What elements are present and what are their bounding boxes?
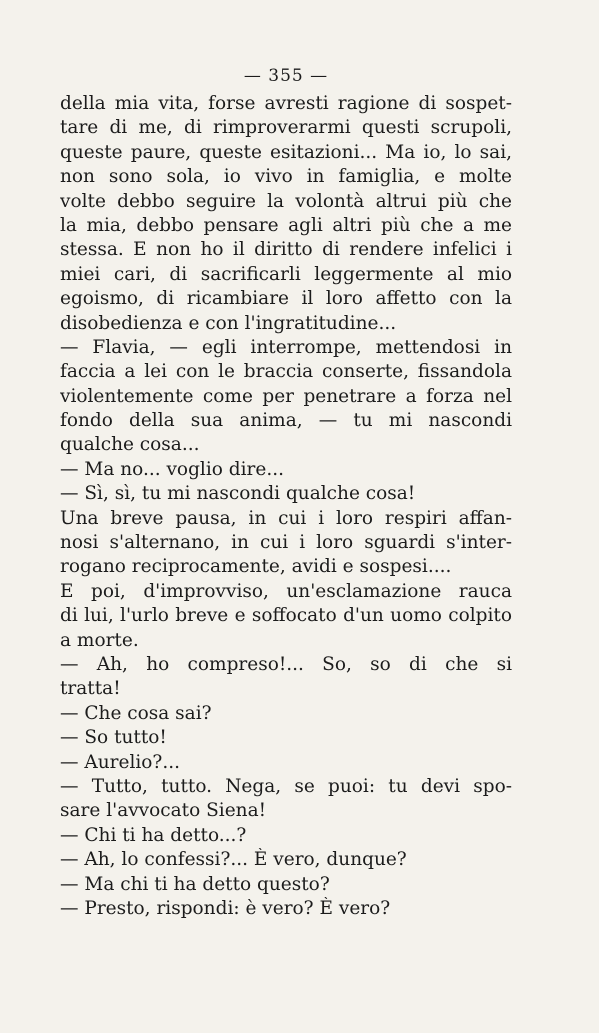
- text-line: di lui, l'urlo breve e soffocato d'un uomo colpito: [60, 605, 512, 627]
- text-line: — Presto, rispondi: è vero? È vero?: [60, 897, 391, 919]
- text-line: violentemente come per penetrare a forza nel: [60, 385, 512, 407]
- text-line: — Che cosa sai?: [60, 702, 212, 724]
- text-line: qualche cosa...: [60, 434, 200, 456]
- text-line: faccia a lei con le braccia conserte, fissandola: [60, 361, 512, 383]
- text-line: queste paure, queste esitazioni... Ma io, lo sai,: [60, 141, 512, 163]
- book-page: [60, 64, 512, 921]
- text-line: tare di me, di rimproverarmi questi scrupoli,: [60, 117, 512, 139]
- text-line: della mia vita, forse avresti ragione di sospet-: [60, 93, 512, 114]
- text-line: — So tutto!: [60, 727, 167, 749]
- text-line: E poi, d'improvviso, un'esclamazione rauca: [60, 580, 512, 602]
- text-line: — Ma no... voglio dire...: [60, 458, 284, 480]
- text-line: — Aurelio?...: [60, 751, 180, 773]
- text-line: fondo della sua anima, — tu mi nascondi: [60, 410, 512, 432]
- text-line: — Tutto, tutto. Nega, se puoi: tu devi spo-: [60, 775, 512, 797]
- text-line: — Sì, sì, tu mi nascondi qualche cosa!: [60, 483, 416, 505]
- text-line: volte debbo seguire la volontà altrui più che: [60, 190, 512, 212]
- text-line: egoismo, di ricambiare il loro affetto con la: [60, 288, 512, 310]
- text-line: — Ah, lo confessi?... È vero, dunque?: [60, 849, 407, 871]
- text-line: — Flavia, — egli interrompe, mettendosi in: [60, 336, 512, 358]
- text-line: rogano reciprocamente, avidi e sospesi....: [60, 556, 452, 578]
- text-line: nosi s'alternano, in cui i loro sguardi s'inter-: [60, 532, 512, 554]
- text-line: Una breve pausa, in cui i loro respiri affan-: [60, 507, 512, 529]
- text-line: sare l'avvocato Siena!: [60, 800, 267, 822]
- text-line: a morte.: [60, 629, 139, 651]
- text-line: — Ah, ho compreso!... So, so di che si: [60, 653, 512, 675]
- text-line: tratta!: [60, 678, 121, 700]
- text-line: — Ma chi ti ha detto questo?: [60, 873, 330, 895]
- text-line: — Chi ti ha detto...?: [60, 824, 247, 846]
- text-body: [60, 92, 512, 921]
- text-line: non sono sola, io vivo in famiglia, e molte: [60, 166, 512, 188]
- page-number: — 355 —: [243, 66, 329, 86]
- text-line: disobedienza e con l'ingratitudine...: [60, 312, 397, 334]
- text-line: la mia, debbo pensare agli altri più che a me: [60, 214, 512, 236]
- text-line: stessa. E non ho il diritto di rendere infelici i: [60, 239, 512, 261]
- text-line: miei cari, di sacrificarli leggermente al mio: [60, 263, 512, 285]
